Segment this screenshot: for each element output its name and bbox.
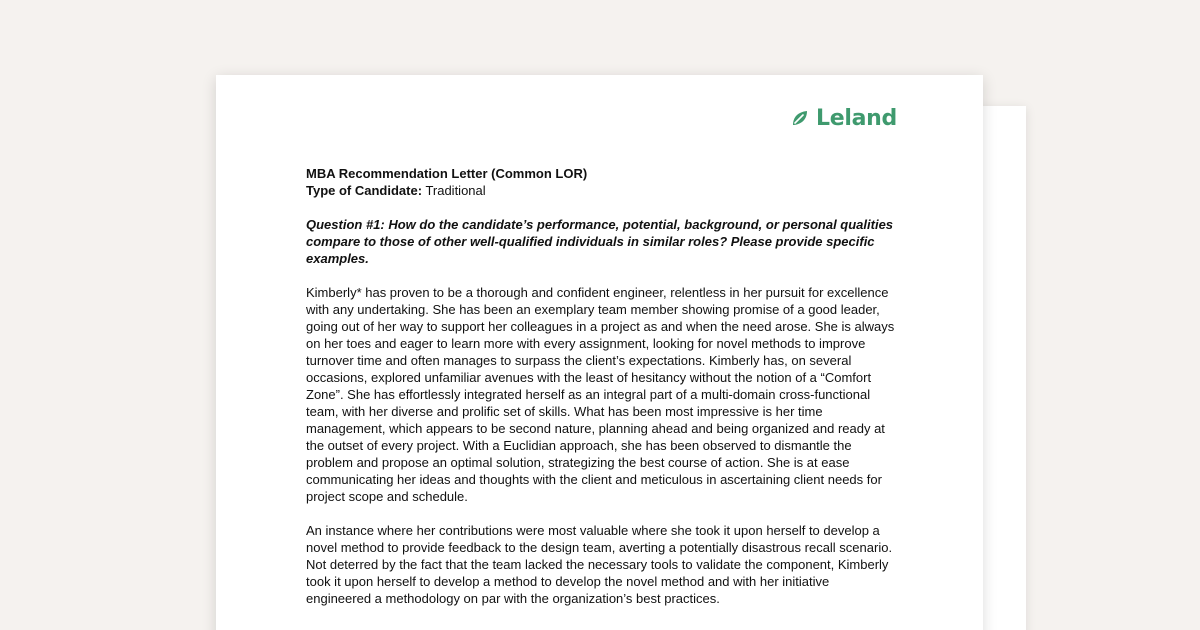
brand-name: Leland [816, 105, 897, 131]
candidate-type-label: Type of Candidate: [306, 183, 423, 198]
brand-logo [790, 105, 897, 131]
document-title: MBA Recommendation Letter (Common LOR) [306, 166, 588, 181]
paragraph-2: An instance where her contributions were most valuable where she took it upon herself to develop a novel method to provide feedback to the design team, averting a potentially disastrous recall scenario. Not deterred by the fact that the team lacked the necessary tools to validate the component, Kimberly took it upon herself to develop a method to develop the novel method and with her initiative engineered a methodology on par with the organization’s best practices. [306, 523, 893, 606]
leaf-icon [790, 108, 810, 128]
candidate-type [306, 182, 896, 199]
letter-content [306, 165, 896, 607]
question-text: Question #1: How do the candidate’s performance, potential, background, or personal qualities compare to those of other well-qualified individuals in similar roles? Please provide specific examples. [306, 217, 894, 266]
candidate-type-value: Traditional [425, 183, 486, 198]
document-page [216, 75, 983, 630]
paragraph-1: Kimberly* has proven to be a thorough and confident engineer, relentless in her pursuit for excellence with any undertaking. She has been an exemplary team member showing promise of a good leader, going out of her way to support her colleagues in a project as and when the need arose. She is always on her toes and eager to learn more with every assignment, looking for novel methods to improve turnover time and often manages to surpass the client’s expectations. Kimberly has, on several occasions, explored unfamiliar avenues with the least of hesitancy without the notion of a “Comfort Zone”. She has effortlessly integrated herself as an integral part of a multi-domain cross-functional team, with her diverse and prolific set of skills. What has been most impressive is her time management, which appears to be second nature, planning ahead and being organized and ready at the outset of every project. With a Euclidian approach, she has been observed to dismantle the problem and propose an optimal solution, strategizing the best course of action. She is at ease communicating her ideas and thoughts with the client and meticulous in ascertaining client needs for project scope and schedule. [306, 285, 895, 504]
